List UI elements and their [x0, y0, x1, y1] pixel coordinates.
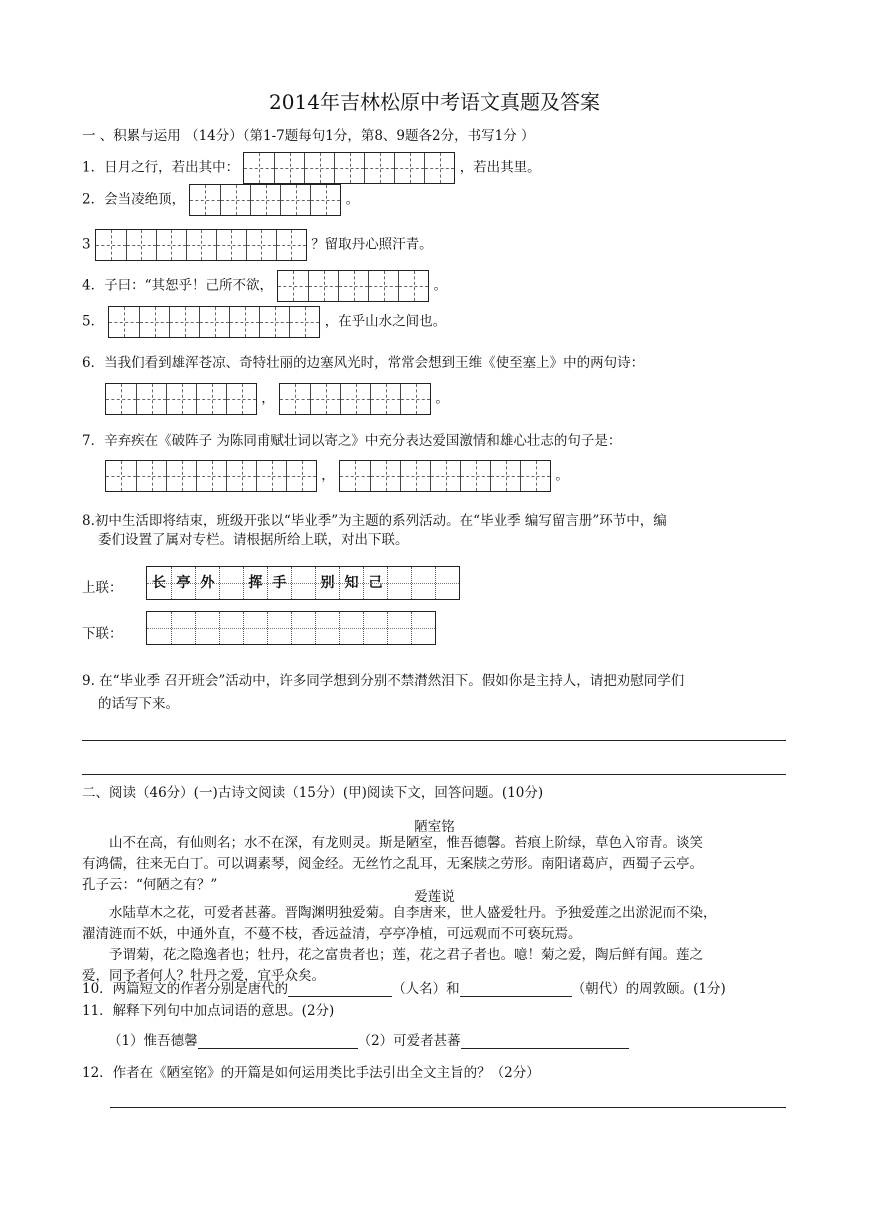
q1-answer-grid[interactable]	[243, 152, 455, 184]
question-3	[82, 229, 433, 261]
text2-body	[82, 903, 788, 987]
upper-couplet-char	[435, 567, 459, 599]
q3-before: 3	[82, 236, 91, 253]
q6-end: 。	[435, 390, 449, 407]
upper-couplet-char: 长	[147, 567, 171, 599]
upper-couplet-char	[387, 567, 411, 599]
upper-couplet-label: 上联：	[82, 580, 123, 596]
text2-line-2: 濯清涟而不妖，中通外直，不蔓不枝，香远益清，亭亭净植，可远观而不可亵玩焉。	[82, 926, 582, 942]
q11-part-2: （2）可爱者甚蕃	[357, 1033, 461, 1049]
upper-couplet-char	[291, 567, 315, 599]
lower-couplet-grid[interactable]	[146, 611, 436, 645]
question-7-answer	[105, 460, 569, 492]
text1-line-2: 有鸿儒，往来无白丁。可以调素琴，阅金经。无丝竹之乱耳，无案牍之劳形。南阳诸葛庐，西蜀子云亭。	[82, 856, 703, 872]
upper-couplet-grid	[146, 566, 460, 600]
answer-line-q9-1[interactable]	[82, 740, 786, 741]
q10-blank-person[interactable]	[288, 982, 392, 997]
question-6-answer	[105, 383, 449, 415]
question-11-text: 11．解释下列句中加点词语的意思。(2分)	[82, 1003, 335, 1019]
question-4	[82, 270, 447, 302]
q2-answer-grid[interactable]	[189, 184, 341, 216]
q7-answer-grid-1[interactable]	[105, 460, 317, 492]
q11-part-1: （1）惟吾德馨	[108, 1033, 198, 1049]
upper-couplet-char: 手	[267, 567, 291, 599]
question-8-line2: 委们设置了属对专栏。请根据所给上联，对出下联。	[98, 532, 409, 548]
question-10	[82, 977, 726, 997]
question-6-text: 6．当我们看到雄浑苍凉、奇特壮丽的边塞风光时，常常会想到王维《使至塞上》中的两句诗：	[82, 355, 645, 371]
question-12-text: 12．作者在《陋室铭》的开篇是如何运用类比手法引出全文主旨的？（2分）	[82, 1065, 540, 1081]
upper-couplet-char: 己	[363, 567, 387, 599]
lower-couplet-label: 下联：	[82, 626, 123, 642]
q7-answer-grid-2[interactable]	[339, 460, 551, 492]
upper-couplet-char: 知	[339, 567, 363, 599]
q4-before: 4．子曰：“其恕乎！己所不欲，	[82, 277, 273, 294]
q4-answer-grid[interactable]	[277, 270, 429, 302]
upper-couplet-char: 挥	[243, 567, 267, 599]
q10-part-b: （人名）和	[392, 981, 460, 997]
text2-line-4: 爱，同予者何人？牡丹之爱，宜乎众矣。	[82, 968, 325, 984]
text2-line-3: 予谓菊，花之隐逸者也；牡丹，花之富贵者也；莲，花之君子者也。噫！菊之爱，陶后鲜有闻。莲之	[109, 947, 703, 963]
question-11-parts	[108, 1029, 629, 1049]
section1-heading: 一 、积累与运用 （14分）（第1-7题每句1分，第8、9题各2分，书写1分 ）	[82, 128, 535, 144]
upper-couplet-char	[411, 567, 435, 599]
question-1	[82, 152, 541, 184]
question-5	[82, 306, 446, 338]
q6-mid: ，	[261, 390, 275, 407]
q11-blank-2[interactable]	[461, 1034, 629, 1049]
q5-before: 5．	[82, 313, 105, 330]
q7-mid: ，	[321, 467, 335, 484]
q5-after: ，在乎山水之间也。	[324, 313, 447, 330]
q3-answer-grid[interactable]	[95, 229, 307, 261]
q3-after: ？留取丹心照汗青。	[311, 236, 433, 253]
page-title: 2014年吉林松原中考语文真题及答案	[269, 90, 600, 114]
question-9-line1: 9. 在“毕业季 召开班会”活动中，许多同学想到分别不禁潸然泪下。假如你是主持人，请把劝慰同学们	[82, 673, 685, 689]
q10-part-a: 10．两篇短文的作者分别是唐代的	[82, 981, 289, 997]
text1-title: 陋室铭	[414, 819, 455, 835]
upper-couplet-char: 外	[195, 567, 219, 599]
q10-blank-dynasty[interactable]	[460, 982, 572, 997]
text2-title: 爱莲说	[414, 889, 455, 905]
q1-after: ，若出其里。	[459, 159, 541, 176]
q6-answer-grid-2[interactable]	[279, 383, 431, 415]
q5-answer-grid[interactable]	[108, 306, 320, 338]
q4-after: 。	[433, 277, 448, 294]
upper-couplet-char: 别	[315, 567, 339, 599]
q7-end: 。	[555, 467, 569, 484]
text1-line-3: 孔子云：“何陋之有？”	[82, 877, 218, 893]
q2-after: 。	[345, 191, 360, 208]
q6-answer-grid-1[interactable]	[105, 383, 257, 415]
question-2	[82, 184, 359, 216]
question-9-line2: 的话写下来。	[98, 696, 179, 712]
q2-before: 2．会当凌绝顶，	[82, 191, 186, 208]
question-7-text: 7．辛弃疾在《破阵子 为陈同甫赋壮词以寄之》中充分表达爱国激情和雄心壮志的句子是：	[82, 433, 622, 449]
q1-before: 1．日月之行，若出其中：	[82, 159, 240, 176]
q11-blank-1[interactable]	[198, 1034, 358, 1049]
section2-heading: 二、阅读（46分）(一)古诗文阅读（15分）(甲)阅读下文，回答问题。(10分)	[82, 785, 544, 801]
q10-part-c: （朝代）的周敦颐。(1分)	[571, 981, 726, 997]
upper-couplet-char	[219, 567, 243, 599]
text2-line-1: 水陆草木之花，可爱者甚蕃。晋陶渊明独爱菊。自李唐来，世人盛爱牡丹。予独爱莲之出淤泥而不染，	[109, 905, 717, 921]
answer-line-q9-2[interactable]	[82, 774, 786, 775]
upper-couplet-char: 亭	[171, 567, 195, 599]
answer-line-q12[interactable]	[110, 1107, 786, 1108]
question-8-line1: 8.初中生活即将结束，班级开张以“毕业季”为主题的系列活动。在“毕业季 编写留言册”环节中，编	[82, 513, 667, 529]
text1-line-1: 山不在高，有仙则名；水不在深，有龙则灵。斯是陋室，惟吾德馨。苔痕上阶绿，草色入帘青。谈笑	[109, 835, 703, 851]
